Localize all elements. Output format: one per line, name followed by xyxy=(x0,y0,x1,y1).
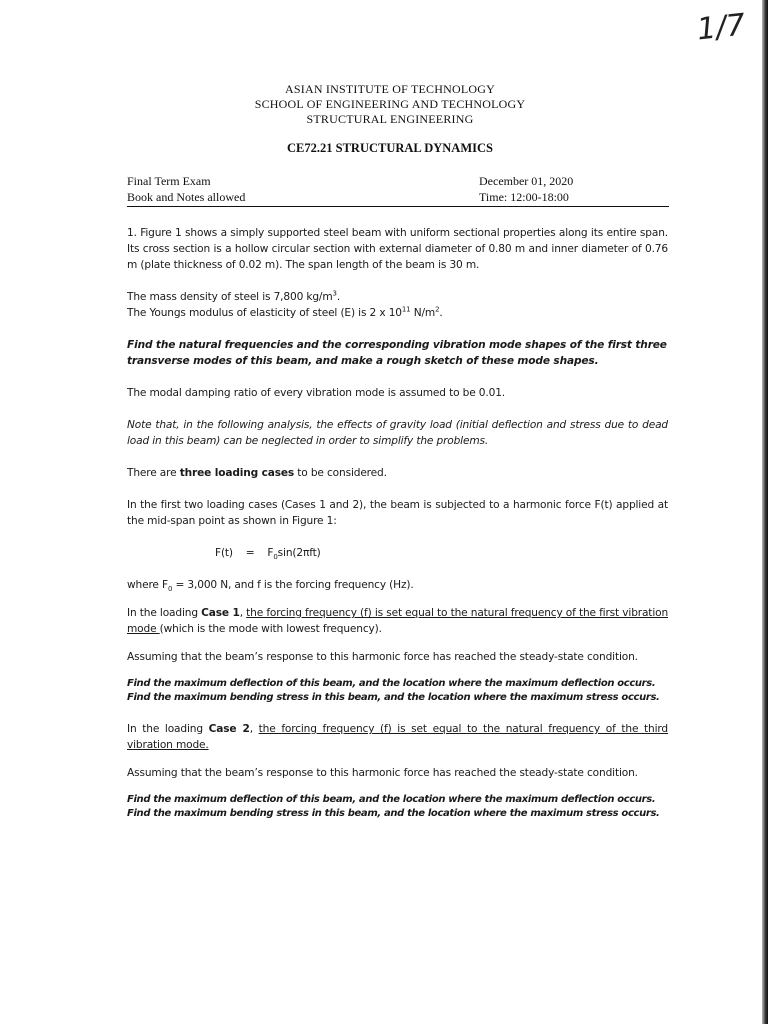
modulus-line: The Youngs modulus of elasticity of steel (E) is 2 x $10^{11}$ $N/m^2$. xyxy=(127,305,443,319)
q1-intro: 1. Figure 1 shows a simply supported steel beam with uniform sectional properties along its entire span. Its cross section is a hollow circular section with external diameter of 0.80 m and inner diameter of 0.76 m (plate thickness of 0.02 m). The span length of the beam is 30 m. xyxy=(127,227,668,271)
force-amplitude: where $F_0 = 3,000$ N, and f is the forcing frequency (Hz). xyxy=(127,579,414,594)
scan-edge-shadow xyxy=(762,0,768,1024)
school-name: SCHOOL OF ENGINEERING AND TECHNOLOGY xyxy=(254,97,526,111)
damping-ratio: The modal damping ratio of every vibration mode is assumed to be 0.01. xyxy=(127,387,506,399)
gravity-note: Note that, in the following analysis, the effects of gravity load (initial deflection and stress due to dead load in this beam) can be neglected in order to simplify the problems. xyxy=(127,419,668,447)
exam-type: Final Term Exam xyxy=(127,174,211,188)
case-1-description: In the loading Case 1, the forcing frequency (f) is set equal to the natural frequency of the first vibration mode (which is the mode with lowest frequency). xyxy=(127,607,669,635)
exam-time: Time: 12:00-18:00 xyxy=(479,190,569,204)
case-2-description: In the loading Case 2, the forcing frequency (f) is set equal to the natural frequency of the third vibration mode. xyxy=(127,723,668,751)
density-line: The mass density of steel is 7,800 $kg/m^3$. xyxy=(127,289,341,303)
harmonic-force-formula: F(t) = $F_0\sin(2\pi ft)$ xyxy=(215,547,321,562)
task-case-2-stress: Find the maximum bending stress in this beam, and the location where the maximum stress occurs. xyxy=(127,808,660,819)
exam-notes-policy: Book and Notes allowed xyxy=(127,190,246,204)
handwritten-page-number: 1/7 xyxy=(695,7,747,48)
steady-state-case-1: Assuming that the beam’s response to this harmonic force has reached the steady-state condition. xyxy=(127,651,638,663)
course-title: CE72.21 STRUCTURAL DYNAMICS xyxy=(287,141,493,155)
task-case-2-deflection: Find the maximum deflection of this beam, and the location where the maximum deflection occurs. xyxy=(127,794,656,805)
harmonic-intro: In the first two loading cases (Cases 1 and 2), the beam is subjected to a harmonic force F(t) applied at the mid-span point as shown in Figure 1: xyxy=(127,499,668,527)
institution-header xyxy=(190,82,590,127)
task-natural-frequencies: Find the natural frequencies and the corresponding vibration mode shapes of the first three transverse modes of this beam, and make a rough sketch of these mode shapes. xyxy=(127,339,667,367)
task-case-1-deflection: Find the maximum deflection of this beam, and the location where the maximum deflection occurs. xyxy=(127,678,656,689)
exam-meta xyxy=(127,173,669,207)
question-1 xyxy=(127,225,668,821)
steady-state-case-2: Assuming that the beam’s response to this harmonic force has reached the steady-state condition. xyxy=(127,767,638,779)
loading-cases-count: There are three loading cases to be considered. xyxy=(127,467,387,479)
task-case-1-stress: Find the maximum bending stress in this beam, and the location where the maximum stress occurs. xyxy=(127,692,660,703)
department-name: STRUCTURAL ENGINEERING xyxy=(306,112,474,126)
institution-name: ASIAN INSTITUTE OF TECHNOLOGY xyxy=(285,82,495,96)
exam-date: December 01, 2020 xyxy=(479,174,574,188)
